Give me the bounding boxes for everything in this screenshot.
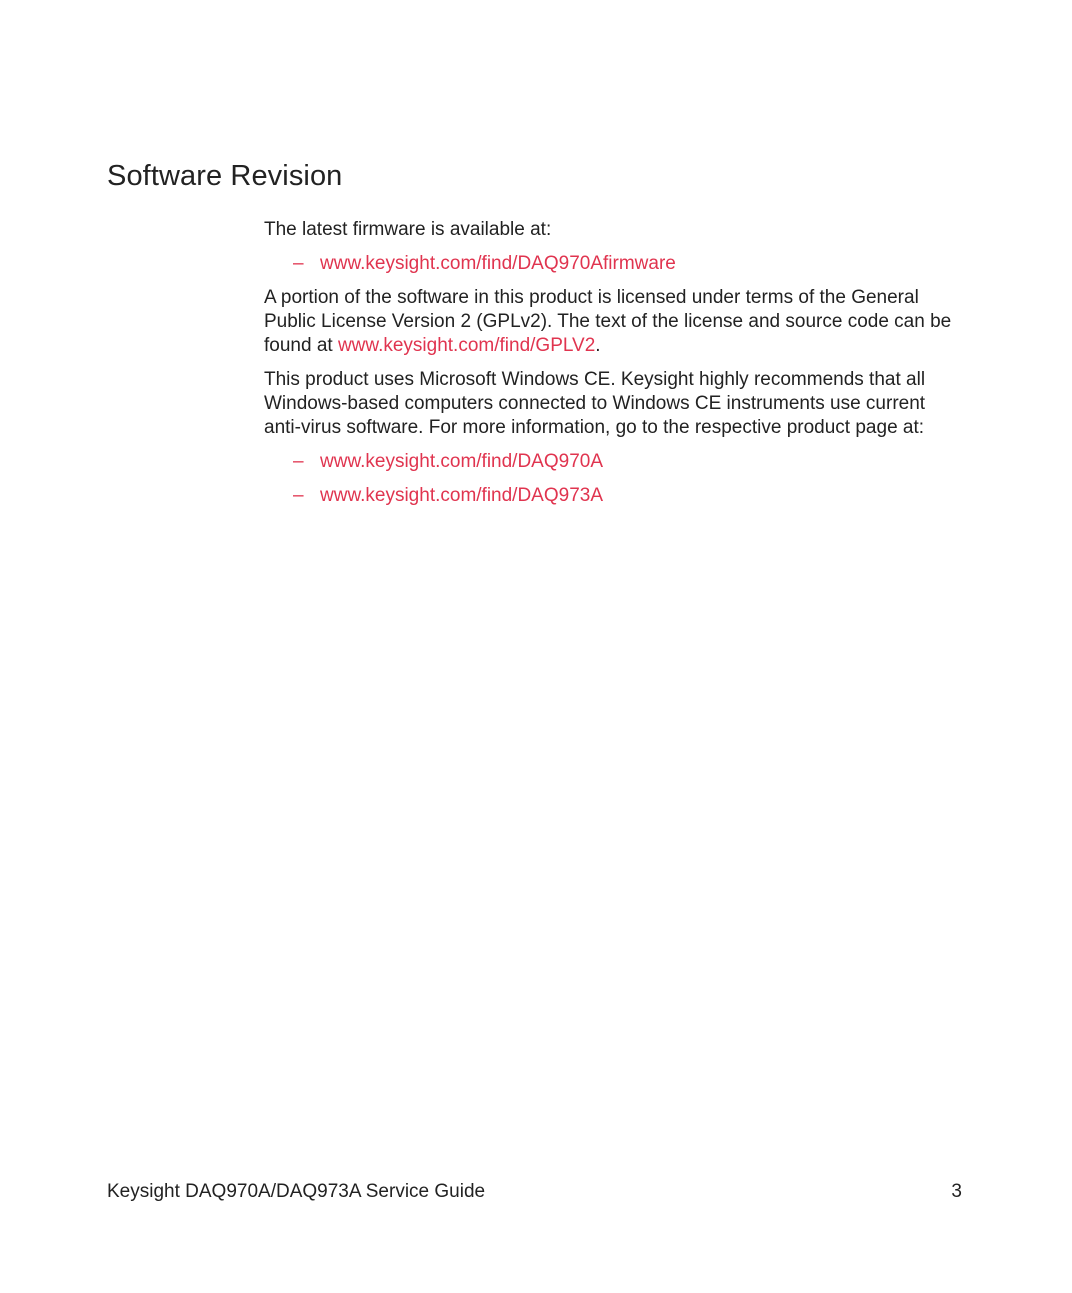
footer-guide-title: Keysight DAQ970A/DAQ973A Service Guide [107, 1181, 486, 1202]
main-content [264, 218, 964, 518]
gpl-text-end: . [595, 335, 601, 356]
product-link-daq973a[interactable]: www.keysight.com/find/DAQ973A [320, 485, 604, 506]
list-item [264, 450, 964, 474]
list-dash: – [293, 485, 304, 506]
firmware-link[interactable]: www.keysight.com/find/DAQ970Afirmware [320, 253, 676, 274]
windows-paragraph: This product uses Microsoft Windows CE. Keysight highly recommends that all Windows-based computers connected to Windows CE instruments use current anti-virus software. For more information, go to the respective product page at: [264, 369, 926, 438]
product-link-list [264, 450, 964, 508]
footer-page-number: 3 [951, 1181, 962, 1202]
list-dash: – [293, 253, 304, 274]
gpl-link[interactable]: www.keysight.com/find/GPLV2 [337, 335, 596, 356]
firmware-link-list [264, 252, 964, 276]
list-item [264, 252, 964, 276]
gpl-text: A portion of the software in this product is licensed under terms of the General Public License Version 2 (GPLv2). The text of the license and source code can be found at [264, 287, 952, 356]
firmware-intro: The latest firmware is available at: [264, 219, 552, 240]
list-item [264, 484, 964, 508]
page-title: Software Revision [107, 160, 343, 192]
gpl-paragraph [264, 286, 964, 358]
list-dash: – [293, 451, 304, 472]
product-link-daq970a[interactable]: www.keysight.com/find/DAQ970A [320, 451, 604, 472]
